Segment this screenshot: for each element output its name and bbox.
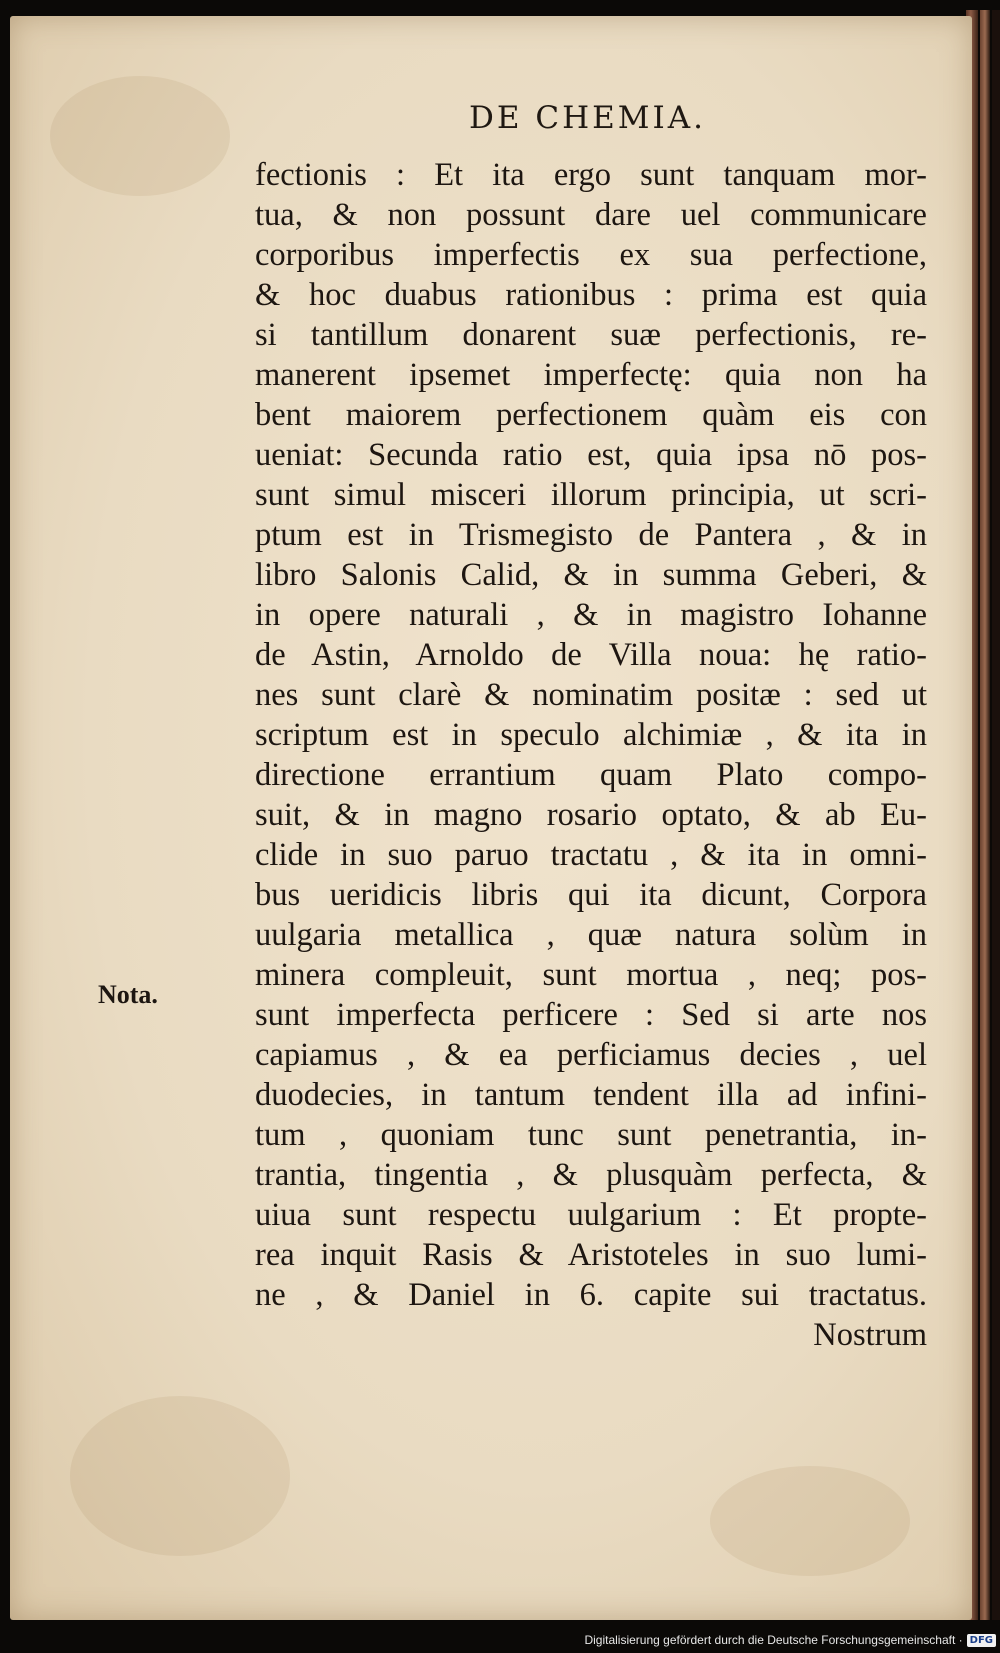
credit-text: Digitalisierung gefördert durch die Deutsche Forschungsgemeinschaft · [584, 1633, 963, 1647]
text-line: uulgaria metallica , quæ natura solùm in [255, 917, 927, 953]
text-line: scriptum est in speculo alchimiæ , & ita in [255, 717, 927, 753]
text-line: ne , & Daniel in 6. capite sui tractatus. [255, 1277, 927, 1313]
page-edge [980, 10, 990, 1620]
paper-stain [710, 1466, 910, 1576]
paper-stain [50, 76, 230, 196]
text-line: Nostrum [813, 1317, 927, 1353]
paper-stain [70, 1396, 290, 1556]
text-line: capiamus , & ea perficiamus decies , uel [255, 1037, 927, 1073]
text-line: tua, & non possunt dare uel communicare [255, 197, 927, 233]
text-line: duodecies, in tantum tendent illa ad infini- [255, 1077, 927, 1113]
text-line: ptum est in Trismegisto de Pantera , & in [255, 517, 927, 553]
text-line: bent maiorem perfectionem quàm eis con [255, 397, 927, 433]
text-line: sunt simul misceri illorum principia, ut scri- [255, 477, 927, 513]
running-head: DE CHEMIA. [469, 100, 706, 136]
marginal-note: Nota. [98, 980, 158, 1009]
text-line: tum , quoniam tunc sunt penetrantia, in- [255, 1117, 927, 1153]
text-line: minera compleuit, sunt mortua , neq; pos- [255, 957, 927, 993]
text-line: manerent ipsemet imperfectę: quia non ha [255, 357, 927, 393]
page-edge [992, 10, 1000, 1620]
text-line: bus ueridicis libris qui ita dicunt, Corpora [255, 877, 927, 913]
text-line: & hoc duabus rationibus : prima est quia [255, 277, 927, 313]
text-line: uiua sunt respectu uulgarium : Et propte- [255, 1197, 927, 1233]
text-line: de Astin, Arnoldo de Villa noua: hę ratio- [255, 637, 927, 673]
text-line: corporibus imperfectis ex sua perfectione, [255, 237, 927, 273]
text-line: si tantillum donarent suæ perfectionis, re- [255, 317, 927, 353]
text-line: suit, & in magno rosario optato, & ab Eu- [255, 797, 927, 833]
text-line: directione errantium quam Plato compo- [255, 757, 927, 793]
text-line: rea inquit Rasis & Aristoteles in suo lumi- [255, 1237, 927, 1273]
text-line: clide in suo paruo tractatu , & ita in omni- [255, 837, 927, 873]
text-line: in opere naturali , & in magistro Iohanne [255, 597, 927, 633]
text-line: nes sunt clarè & nominatim positæ : sed ut [255, 677, 927, 713]
body-text [255, 155, 927, 1355]
text-line: sunt imperfecta perficere : Sed si arte nos [255, 997, 927, 1033]
text-line: trantia, tingentia , & plusquàm perfecta, & [255, 1157, 927, 1193]
digitization-credit [584, 1630, 996, 1650]
text-line: libro Salonis Calid, & in summa Geberi, & [255, 557, 927, 593]
text-line: ueniat: Secunda ratio est, quia ipsa nō pos- [255, 437, 927, 473]
dfg-logo: DFG [967, 1634, 996, 1647]
text-line: fectionis : Et ita ergo sunt tanquam mor- [255, 157, 927, 193]
